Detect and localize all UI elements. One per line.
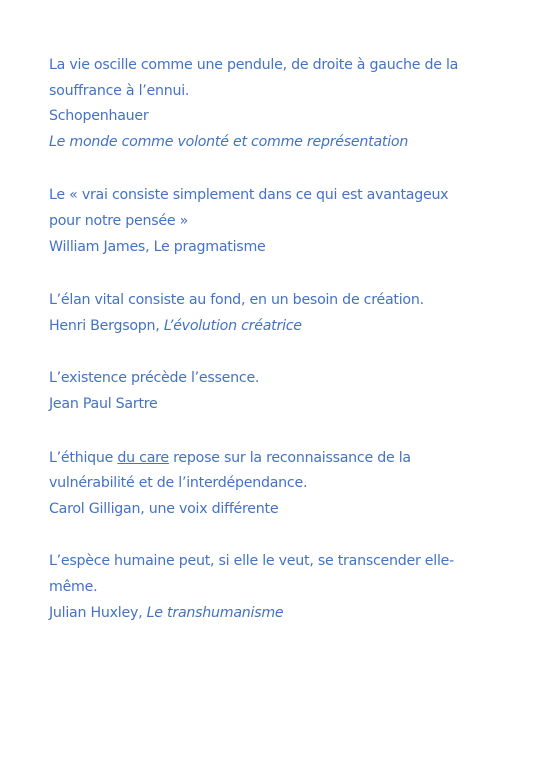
quote-text-line: L’espèce humaine peut, si elle le veut, se transcender elle- <box>49 553 455 570</box>
quote-huxley <box>49 549 509 626</box>
quote-author: Henri Bergsopn, <box>49 317 164 334</box>
quote-text-line: L’existence précède l’essence. <box>49 370 260 387</box>
quote-james <box>49 183 509 260</box>
quote-attribution <box>49 601 509 627</box>
quote-work-title: L’évolution créatrice <box>163 317 302 334</box>
quote-attribution: Carol Gilligan, une voix différente <box>49 500 279 517</box>
quote-text-segment: repose sur la reconnaissance de la <box>168 449 411 466</box>
quote-text-line: même. <box>49 578 98 595</box>
quote-attribution: William James, Le pragmatisme <box>49 238 266 255</box>
quote-work-title: Le monde comme volonté et comme représentation <box>49 133 409 150</box>
quote-gilligan <box>49 446 509 523</box>
quote-sartre <box>49 366 509 417</box>
quote-author: Julian Huxley, <box>49 604 147 621</box>
quote-text-line: La vie oscille comme une pendule, de droite à gauche de la <box>49 57 459 73</box>
quote-attribution: Jean Paul Sartre <box>49 395 158 412</box>
quote-work-title: Le transhumanisme <box>146 604 284 621</box>
underlined-term: du care <box>117 449 169 466</box>
quote-text-line: pour notre pensée » <box>49 212 189 229</box>
quote-text-line <box>49 446 509 472</box>
quote-text-line: souffrance à l’ennui. <box>49 82 190 99</box>
quote-bergson <box>49 288 509 339</box>
quote-text-line: Le « vrai consiste simplement dans ce qui est avantageux <box>49 187 449 204</box>
quote-author: Schopenhauer <box>49 108 149 125</box>
quote-text-line: vulnérabilité et de l’interdépendance. <box>49 475 308 492</box>
quote-schopenhauer <box>49 53 509 155</box>
quote-text-line: L’élan vital consiste au fond, en un besoin de création. <box>49 292 424 309</box>
quote-text-segment: L’éthique <box>49 449 118 466</box>
quote-attribution <box>49 314 509 340</box>
document-page <box>49 53 509 626</box>
